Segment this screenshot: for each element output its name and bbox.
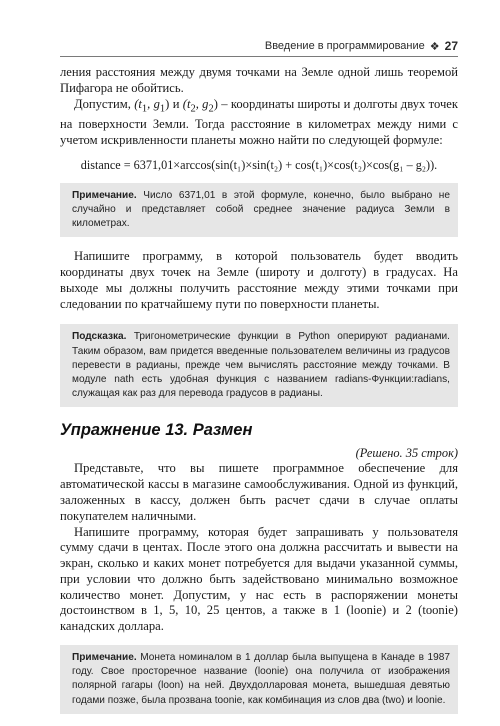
hint-box — [60, 324, 458, 407]
paragraph-cashier: Представьте, что вы пишете программное обеспечение для автоматической кассы в магазине самообслуживания. Одной из функций, заложенных в кассу, должен быть расчет сдачи в случае оплаты покупателем наличными. — [60, 461, 458, 523]
distance-formula: distance = 6371,01×arccos(sin(t₁)×sin(t₂) + cos(t₁)×cos(t₂)×cos(g₁ – g₂)). — [80, 157, 438, 172]
paragraph-task: Напишите программу, в которой пользователь будет вводить координаты двух точек на Земле (широту и долготу) в градусах. На выходе мы должны получить расстояние между этими точками при следовании по кратчайшему пути по поверхности планеты. — [60, 249, 458, 311]
running-header — [60, 36, 458, 57]
paragraph-coordinates: Допустим, ($t_1$, $g_1$) и ($t_2$, $g_2$) – координаты широты и долготы двух точек на поверхности Земли. Тогда расстояние в километрах между ними с учетом искривленности планеты можно найти по следующей формуле: — [60, 96, 458, 147]
page-number: 27 — [444, 39, 458, 53]
hint-text: Тригонометрические функции в Python оперируют радианами. Таким образом, вам придется введенные пользователем величины из градусов перевести в радианы, прежде чем вычислять расстояние между точками. В модуле nath есть удобная функция с названием radians-Функции:radians, служащая как раз для перевода градусов в радианы. — [72, 331, 450, 400]
note-text: Монета номиналом в 1 доллар была выпущена в Канаде в 1987 году. Свое просторечное название (loonie) она получила от изображения полярной гагары (loon) на ней. Двухдолларовая монета, вышедшая девятью годами позже, была прозвана toonie, как комбинация из слов два (two) и loonie. — [72, 652, 450, 706]
note-label: Примечание. — [72, 652, 137, 664]
note-label: Примечание. — [72, 189, 137, 201]
solved-note: (Решено. 35 строк) — [355, 446, 458, 461]
hint-label: Подсказка. — [72, 331, 127, 343]
page-content — [60, 65, 458, 726]
section-title: Введение в программирование — [264, 40, 425, 52]
note-text: Число 6371,01 в этой формуле, конечно, было выбрано не случайно и представляет собой среднее значение радиуса Земли в километрах. — [72, 189, 450, 229]
paragraph-program: Напишите программу, которая будет запрашивать у пользователя сумму сдачи в центах. После этого она должна рассчитать и вывести на экран, сколько и каких монет потребуется для выдачи указанной суммы, при условии что должно быть задействовано минимально возможное количество монет. Допустим, у нас есть в распоряжении монеты достоинством в 1, 5, 10, 25 центов, а также в 1 (loonie) и 2 (toonie) канадских доллара. — [60, 524, 458, 634]
note-box-coins — [60, 645, 458, 714]
note-box-radius — [60, 183, 458, 238]
paragraph-continuation: ления расстояния между двумя точками на Земле одной лишь теоремой Пифагора не обойтись. — [60, 65, 458, 95]
diamond-icon: ❖ — [429, 40, 440, 53]
exercise-title: Упражнение 13. Размен — [60, 421, 253, 440]
